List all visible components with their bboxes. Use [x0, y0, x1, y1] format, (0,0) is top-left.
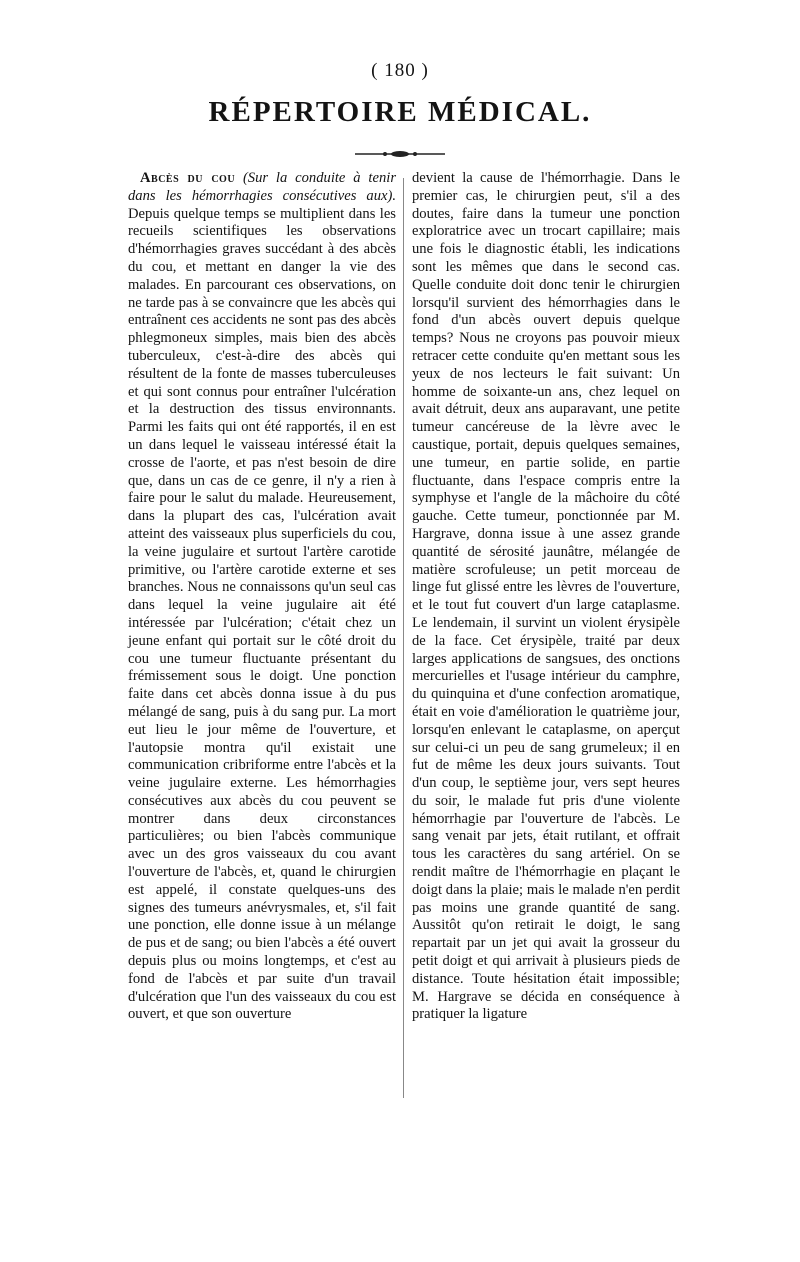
- left-column: [128, 170, 396, 1024]
- article-heading: Abcès du cou: [140, 170, 236, 186]
- article-text-right: devient la cause de l'hémorrhagie. Dans le premier cas, le chirurgien peut, s'il a des doutes, faire dans la tumeur une ponction exploratrice avec un trocart capillaire; mais une fois le diagnostic établi, les indications sont les mêmes que dans le second cas. Quelle conduite doit donc tenir le chirurgien lorsqu'il survient des hémorrhagies dans le fond d'un abcès ouvert depuis quelque temps? Nous ne croyons pas pouvoir mieux retracer cette conduite qu'en mettant sous les yeux de nos lecteurs le fait suivant: Un homme de soixante-un ans, chez lequel on avait détruit, deux ans auparavant, une petite tumeur cancéreuse de la lèvre avec le caustique, portait, depuis quelques semaines, une tumeur, en partie solide, en partie fluctuante, dans l'espace compris entre la symphyse et l'angle de la mâchoire du côté gauche. Cette tumeur, ponctionnée par M. Hargrave, donna issue à une assez grande quantité de sérosité jaunâtre, mélangée de matière scrofuleuse; un petit morceau de linge fut glissé entre les lèvres de l'ouverture, et le tout fut couvert d'un large cataplasme. Le lendemain, il survint un violent érysipèle de la face. Cet érysipèle, traité par deux larges applications de sangsues, des onctions mercurielles et l'usage intérieur du camphre, du quinquina et d'une confection aromatique, était en voie d'amélioration le quatrième jour, lorsqu'en enlevant le cataplasme, on aperçut sur celui-ci un peu de sang grumeleux; il en fut de même les deux jours suivants. Tout d'un coup, le septième jour, vers sept heures du soir, le malade fut pris d'une violente hémorrhagie par l'ouverture de l'abcès. Le sang venait par jets, était rutilant, et offrait tous les caractères du sang artériel. On se rendit maître de l'hémorrhagie en plaçant le doigt dans la plaie; mais le malade n'en perdit pas moins une grande quantité de sang. Aussitôt qu'on retirait le doigt, le sang repartait par un jet qui avait la grosseur du petit doigt et qui arrivait à plusieurs pieds de distance. Toute hésitation était impossible; M. Hargrave se décida en conséquence à pratiquer la ligature: [412, 170, 680, 1023]
- right-column: [412, 170, 680, 1024]
- article-subtitle: (Sur la conduite à tenir dans les hémorrhagies consécutives aux).: [128, 170, 396, 204]
- title-ornament-icon: [355, 150, 445, 158]
- column-divider: [403, 178, 404, 1098]
- article-paragraph: [128, 170, 396, 1024]
- page-title: RÉPERTOIRE MÉDICAL.: [208, 96, 592, 128]
- article-text-left: Depuis quelque temps se multiplient dans les recueils scientifiques les observations d'hémorrhagies graves succédant à des abcès du cou, et mettant en danger la vie des malades. En parcourant ces observations, on ne tarde pas à se convaincre que les abcès qui entraînent ces accidents ne sont pas des abcès phlegmoneux simples, mais bien des abcès tuberculeux, c'est-à-dire des abcès qui résultent de la fonte de masses tuberculeuses et qui sont connus pour entraîner l'ulcération et la destruction des tissus environnants. Parmi les faits qui ont été rapportés, il en est un dans lequel le vaisseau intéressé était la crosse de l'aorte, et pas n'est besoin de dire que, dans un cas de ce genre, il n'y a rien à faire pour le salut du malade. Heureusement, dans la plupart des cas, l'ulcération avait atteint des vaisseaux plus superficiels du cou, la veine jugulaire et surtout l'artère carotide primitive, ou l'artère carotide externe et ses branches. Nous ne connaissons qu'un seul cas dans lequel la veine jugulaire ait été intéressée par l'ulcération; c'était chez un jeune enfant qui portait sur le côté droit du cou une tumeur fluctuante présentant du frémissement sous le doigt. Une ponction faite dans cet abcès donna issue à du pus mélangé de sang, puis à du sang pur. La mort eut lieu le jour même de l'ouverture, et l'autopsie montra qu'il existait une communication cribriforme entre l'abcès et la veine jugulaire externe. Les hémorrhagies consécutives aux abcès du cou peuvent se montrer dans deux circonstances particulières; ou bien l'abcès communique avec un des gros vaisseaux du cou avant l'ouverture de l'abcès, et, quand le chirurgien est appelé, il constate quelques-uns des signes des tumeurs anévrysmales, et, s'il fait une ponction, elle donne issue à un mélange de pus et de sang; ou bien l'abcès a été ouvert depuis plus ou moins longtemps, et c'est au fond de l'abcès et par suite d'un travail d'ulcération que l'un des vaisseaux du cou est ouvert, et que son ouverture: [128, 205, 396, 1023]
- page-number: ( 180 ): [371, 60, 429, 81]
